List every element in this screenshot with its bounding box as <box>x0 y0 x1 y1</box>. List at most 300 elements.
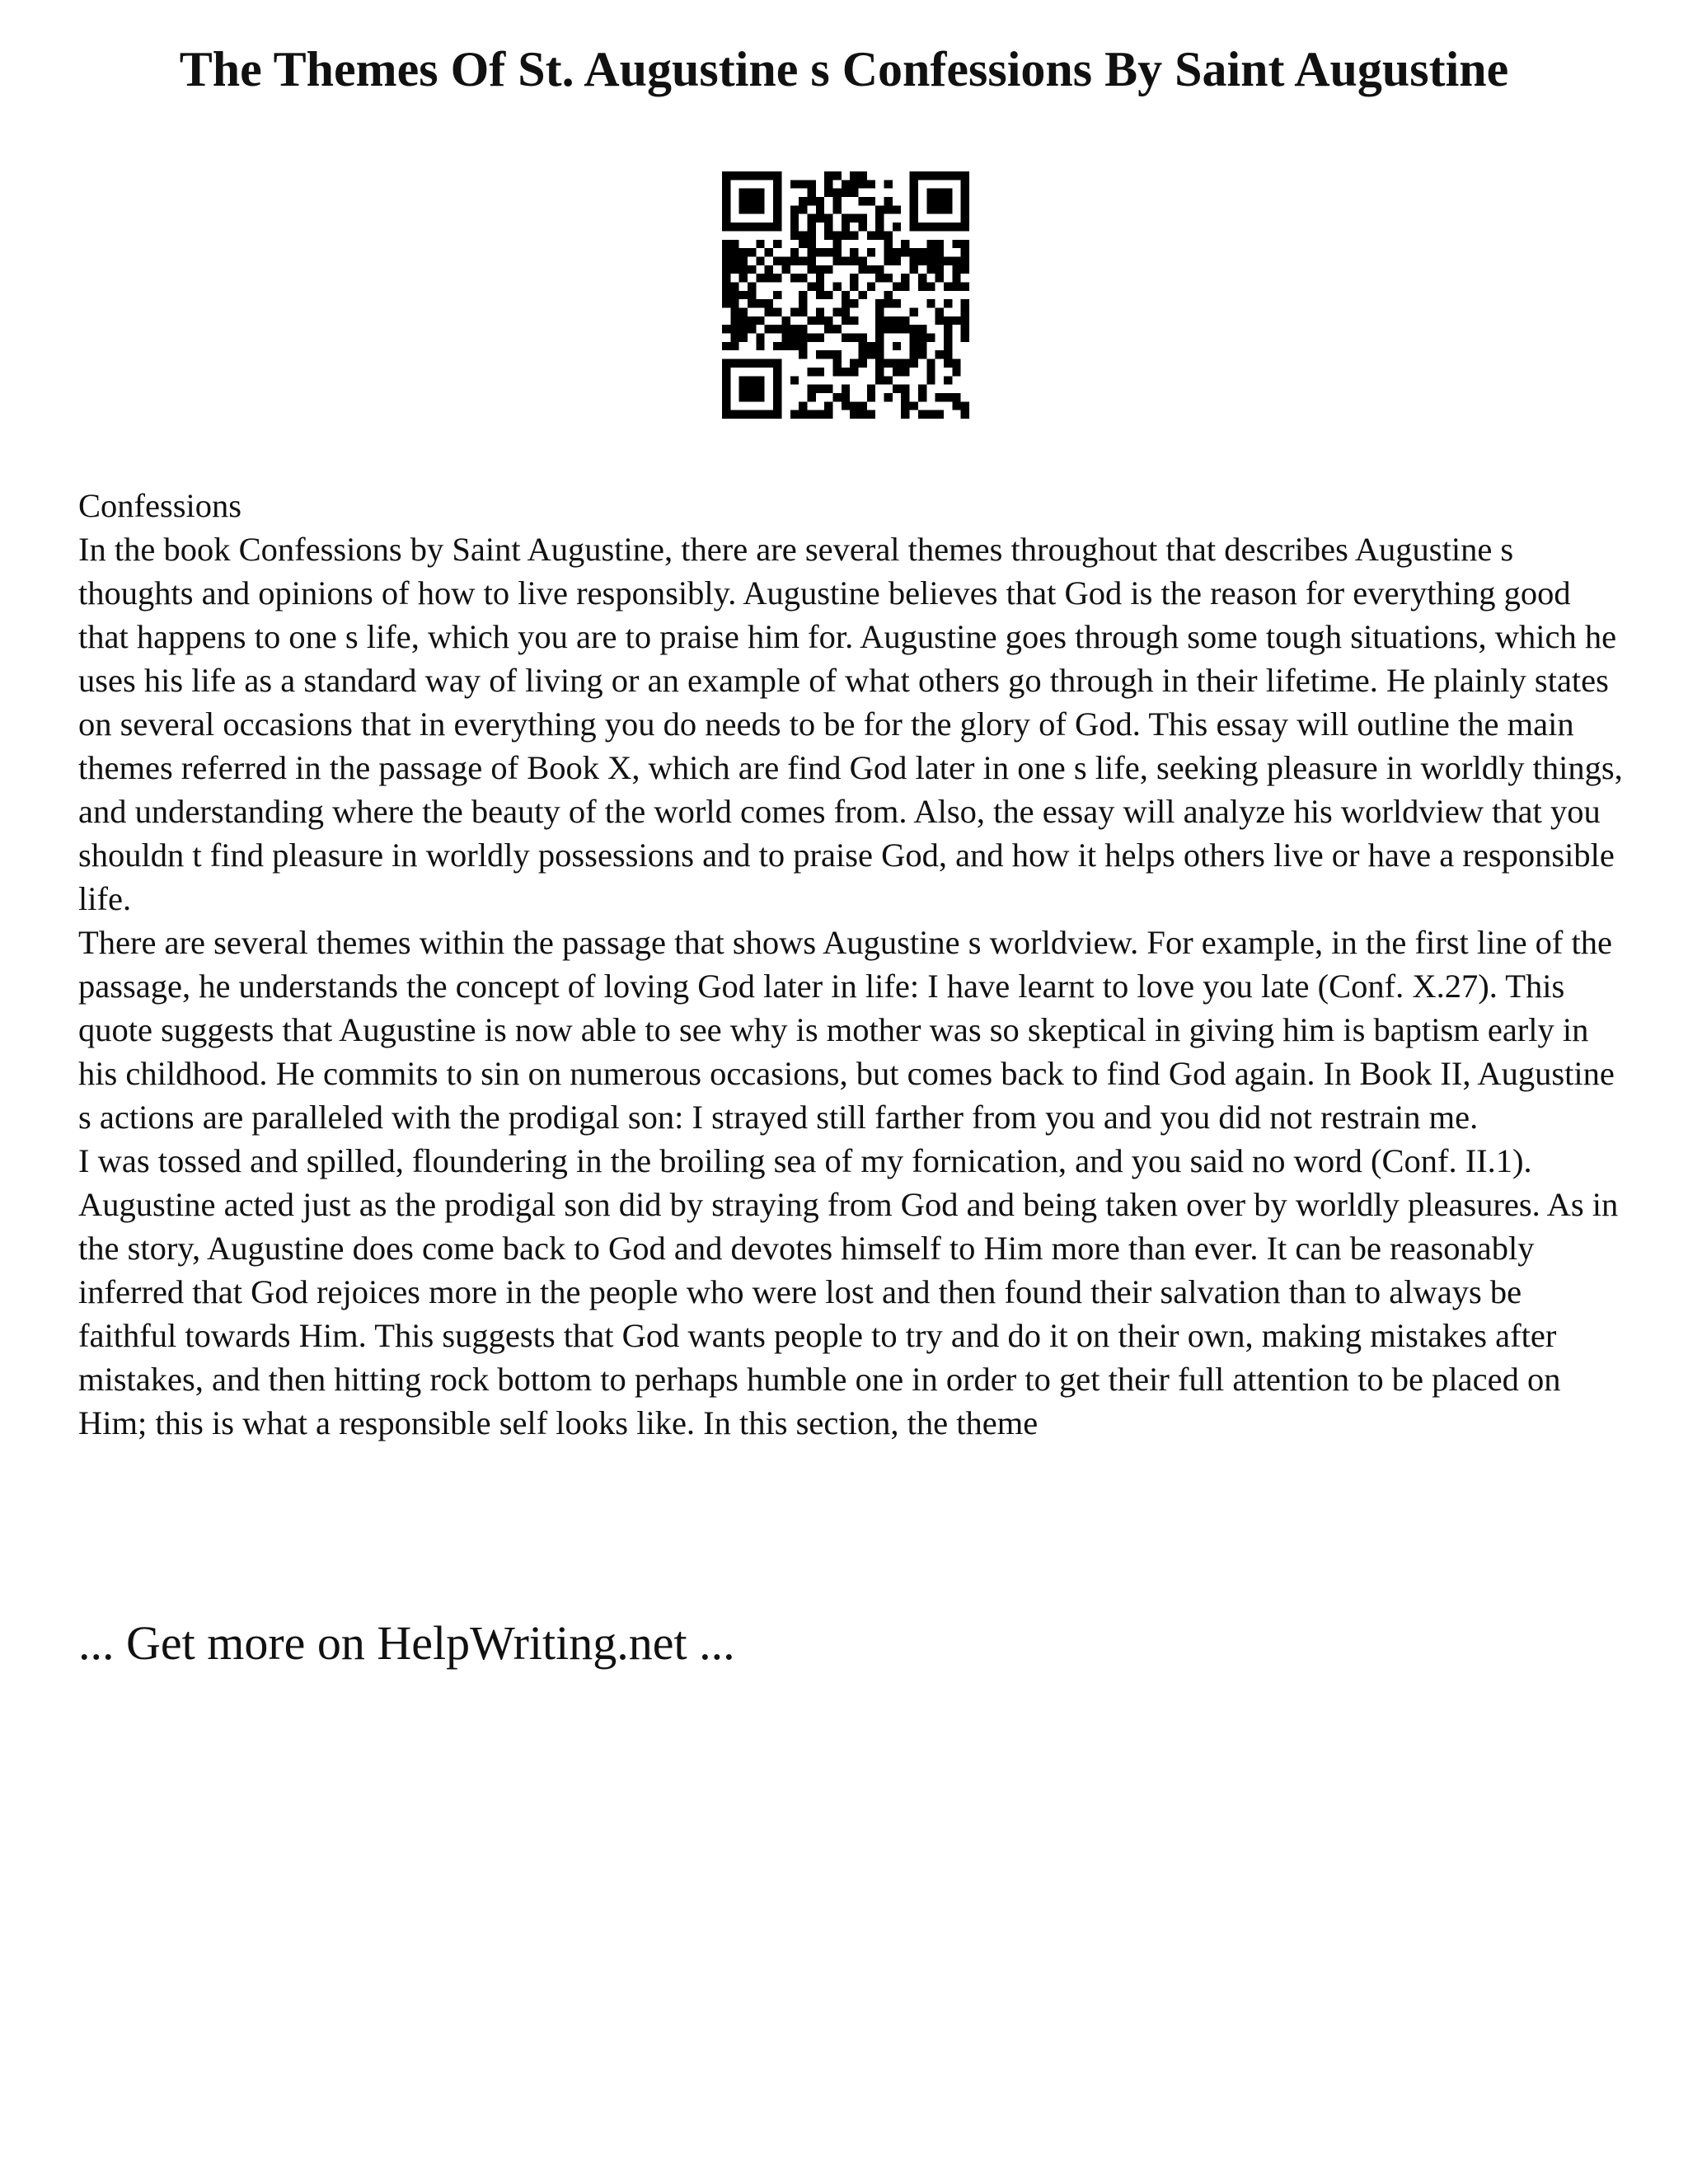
qr-module <box>730 265 738 274</box>
qr-module <box>926 359 935 368</box>
qr-module <box>756 342 764 350</box>
qr-module <box>944 342 952 350</box>
qr-module <box>722 299 730 307</box>
qr-module <box>944 316 952 325</box>
qr-module <box>859 171 867 180</box>
qr-module <box>739 205 748 213</box>
qr-module <box>842 231 850 239</box>
qr-module <box>875 350 884 359</box>
qr-module <box>790 334 799 342</box>
qr-module <box>961 316 969 325</box>
qr-module <box>730 282 738 290</box>
qr-module <box>918 410 926 419</box>
qr-module <box>739 334 748 342</box>
qr-module <box>910 180 918 188</box>
qr-module <box>765 359 773 368</box>
qr-module <box>816 291 824 299</box>
qr-module <box>842 334 850 342</box>
qr-module <box>773 171 781 180</box>
qr-module <box>807 180 815 188</box>
qr-module <box>910 401 918 410</box>
qr-module <box>748 376 756 384</box>
qr-module <box>918 325 926 333</box>
qr-module <box>807 231 815 239</box>
qr-module <box>944 334 952 342</box>
qr-module <box>867 248 875 256</box>
qr-module <box>799 299 807 307</box>
qr-module <box>859 334 867 342</box>
qr-module <box>850 316 858 325</box>
section-heading: Confessions <box>78 487 242 524</box>
qr-module <box>935 256 944 265</box>
get-more-link[interactable]: ... Get more on HelpWriting.net ... <box>78 1616 735 1670</box>
qr-module <box>935 410 944 419</box>
qr-module <box>773 410 781 419</box>
qr-module <box>748 359 756 368</box>
qr-module <box>859 401 867 410</box>
qr-module <box>884 231 893 239</box>
qr-module <box>918 171 926 180</box>
qr-module <box>739 197 748 205</box>
qr-module <box>884 325 893 333</box>
qr-module <box>722 282 730 290</box>
qr-module <box>926 256 935 265</box>
qr-module <box>748 282 756 290</box>
qr-module <box>859 342 867 350</box>
qr-module <box>884 299 893 307</box>
qr-module <box>961 205 969 213</box>
paragraph-3: I was tossed and spilled, floundering in the broiling sea of my fornication, and you said no word (Conf. II.1). Augustine acted just as the prodigal son did by straying from God and being taken over by worldly pleasures. As in the story, Augustine does come back to God and devotes himself to Him more than ever. It can be reasonably inferred that God rejoices more in the people who were lost and then found their salvation than to always be faithful towards Him. This suggests that God wants people to try and do it on their own, making mistakes after mistakes, and then hitting rock bottom to perhaps humble one in order to get their full attention to be placed on Him; this is what a responsible self looks like. In this section, the theme <box>78 1142 1619 1441</box>
qr-module <box>816 350 824 359</box>
qr-module <box>790 274 799 282</box>
qr-module <box>850 274 858 282</box>
qr-module <box>756 189 764 197</box>
qr-module <box>722 368 730 376</box>
qr-module <box>910 214 918 223</box>
qr-module <box>739 410 748 419</box>
qr-module <box>824 385 832 393</box>
qr-module <box>773 256 781 265</box>
qr-module <box>773 189 781 197</box>
qr-module <box>842 401 850 410</box>
qr-module <box>910 342 918 350</box>
qr-module <box>773 180 781 188</box>
qr-module <box>952 393 960 401</box>
qr-module <box>832 171 841 180</box>
qr-module <box>816 410 824 419</box>
qr-module <box>935 205 944 213</box>
qr-module <box>944 197 952 205</box>
qr-module <box>901 401 909 410</box>
qr-module <box>816 248 824 256</box>
qr-module <box>935 308 944 316</box>
qr-module <box>893 342 901 350</box>
qr-module <box>799 205 807 213</box>
qr-module <box>867 180 875 188</box>
qr-module <box>850 282 858 290</box>
qr-module <box>816 368 824 376</box>
qr-module <box>739 325 748 333</box>
qr-module <box>918 256 926 265</box>
qr-module <box>781 265 790 274</box>
qr-module <box>824 265 832 274</box>
qr-module <box>824 214 832 223</box>
qr-module <box>850 410 858 419</box>
qr-module <box>748 385 756 393</box>
qr-module <box>901 410 909 419</box>
qr-module <box>781 316 790 325</box>
qr-module <box>799 256 807 265</box>
qr-module <box>842 299 850 307</box>
qr-module <box>773 205 781 213</box>
qr-module <box>893 256 901 265</box>
qr-module <box>842 393 850 401</box>
qr-module <box>859 350 867 359</box>
qr-module <box>832 240 841 248</box>
qr-module <box>884 359 893 368</box>
qr-module <box>918 274 926 282</box>
qr-module <box>739 274 748 282</box>
qr-module <box>944 376 952 384</box>
qr-module <box>773 291 781 299</box>
qr-module <box>799 350 807 359</box>
qr-module <box>807 334 815 342</box>
qr-module <box>961 401 969 410</box>
qr-module <box>926 368 935 376</box>
qr-module <box>807 248 815 256</box>
qr-module <box>935 350 944 359</box>
qr-module <box>935 248 944 256</box>
qr-module <box>884 240 893 248</box>
qr-module <box>859 214 867 223</box>
qr-module <box>952 316 960 325</box>
qr-module <box>859 265 867 274</box>
qr-module <box>773 385 781 393</box>
qr-module <box>961 256 969 265</box>
qr-module <box>952 223 960 231</box>
qr-module <box>867 393 875 401</box>
qr-module <box>842 223 850 231</box>
qr-module <box>893 223 901 231</box>
qr-module <box>952 171 960 180</box>
qr-module <box>807 410 815 419</box>
qr-module <box>884 291 893 299</box>
qr-module <box>781 256 790 265</box>
qr-module <box>790 325 799 333</box>
qr-module <box>910 256 918 265</box>
qr-module <box>935 223 944 231</box>
qr-module <box>884 180 893 188</box>
qr-module <box>730 171 738 180</box>
qr-module <box>926 248 935 256</box>
qr-module <box>816 282 824 290</box>
qr-module <box>722 240 730 248</box>
qr-module <box>824 291 832 299</box>
qr-module <box>832 205 841 213</box>
qr-module <box>799 342 807 350</box>
qr-module <box>773 274 781 282</box>
qr-module <box>739 316 748 325</box>
qr-module <box>952 368 960 376</box>
qr-module <box>850 189 858 197</box>
qr-module <box>884 205 893 213</box>
qr-module <box>773 308 781 316</box>
qr-module <box>799 401 807 410</box>
qr-module <box>748 410 756 419</box>
qr-module <box>739 376 748 384</box>
qr-module <box>850 248 858 256</box>
qr-module <box>765 274 773 282</box>
qr-module <box>807 223 815 231</box>
qr-module <box>910 308 918 316</box>
qr-module <box>926 334 935 342</box>
qr-module <box>799 240 807 248</box>
qr-module <box>910 223 918 231</box>
qr-module <box>842 214 850 223</box>
qr-module <box>790 223 799 231</box>
qr-module <box>773 368 781 376</box>
qr-module <box>952 274 960 282</box>
qr-module <box>884 316 893 325</box>
qr-module <box>756 385 764 393</box>
qr-module <box>722 325 730 333</box>
qr-module <box>926 282 935 290</box>
qr-module <box>884 274 893 282</box>
qr-module <box>918 223 926 231</box>
qr-module <box>859 180 867 188</box>
qr-module <box>893 325 901 333</box>
qr-module <box>773 393 781 401</box>
qr-module <box>816 265 824 274</box>
qr-module <box>730 240 738 248</box>
qr-module <box>722 197 730 205</box>
qr-module <box>748 325 756 333</box>
qr-module <box>790 248 799 256</box>
qr-module <box>935 189 944 197</box>
qr-module <box>918 393 926 401</box>
qr-module <box>875 368 884 376</box>
qr-module <box>824 180 832 188</box>
qr-module <box>901 359 909 368</box>
qr-module <box>790 214 799 223</box>
qr-module <box>918 334 926 342</box>
qr-module <box>790 376 799 384</box>
qr-module <box>765 171 773 180</box>
qr-module <box>842 368 850 376</box>
qr-module <box>893 282 901 290</box>
qr-module <box>816 197 824 205</box>
qr-module <box>918 248 926 256</box>
qr-module <box>739 248 748 256</box>
qr-module <box>832 308 841 316</box>
qr-module <box>926 410 935 419</box>
qr-module <box>867 350 875 359</box>
qr-module <box>832 189 841 197</box>
qr-module <box>748 171 756 180</box>
qr-module <box>926 205 935 213</box>
qr-module <box>850 299 858 307</box>
qr-module <box>799 231 807 239</box>
qr-module <box>739 171 748 180</box>
qr-module <box>832 393 841 401</box>
qr-module <box>722 274 730 282</box>
qr-module <box>875 325 884 333</box>
qr-module <box>832 350 841 359</box>
qr-module <box>961 197 969 205</box>
paragraph-2: There are several themes within the passage that shows Augustine s worldview. For example, in the first line of the passage, he understands the concept of loving God later in life: I have learnt to love you late (Conf. X.27). This quote suggests that Augustine is now able to see why is mother was so skeptical in giving him is baptism early in his childhood. He commits to sin on numerous occasions, but comes back to find God again. In Book II, Augustine s actions are paralleled with the prodigal son: I strayed still farther from you and you did not restrain me. <box>78 924 1615 1136</box>
qr-module <box>850 401 858 410</box>
qr-module <box>816 274 824 282</box>
qr-module <box>832 231 841 239</box>
qr-module <box>910 350 918 359</box>
qr-module <box>730 316 738 325</box>
qr-module <box>748 248 756 256</box>
qr-module <box>722 189 730 197</box>
qr-module <box>910 325 918 333</box>
qr-module <box>926 223 935 231</box>
qr-module <box>722 223 730 231</box>
qr-module <box>910 197 918 205</box>
qr-module <box>944 282 952 290</box>
qr-module <box>859 223 867 231</box>
qr-module <box>935 316 944 325</box>
qr-module <box>910 248 918 256</box>
qr-module <box>850 171 858 180</box>
qr-module <box>730 256 738 265</box>
qr-module <box>875 205 884 213</box>
qr-module <box>781 334 790 342</box>
qr-module <box>722 342 730 350</box>
qr-module <box>756 274 764 282</box>
qr-module <box>756 256 764 265</box>
qr-module <box>824 231 832 239</box>
qr-module <box>926 189 935 197</box>
paragraph-1: In the book Confessions by Saint Augustine, there are several themes throughout that describes Augustine s thoughts and opinions of how to live responsibly. Augustine believes that God is the reason for everything good that happens to one s life, which you are to praise him for. Augustine goes through some tough situations, which he uses his life as a standard way of living or an example of what others go through in their lifetime. He plainly states on several occasions that in everything you do needs to be for the glory of God. This essay will outline the main themes referred in the passage of Book X, which are find God later in one s life, seeking pleasure in worldly things, and understanding where the beauty of the world comes from. Also, the essay will analyze his worldview that you shouldn t find pleasure in worldly possessions and to praise God, and how it helps others live or have a responsible life. <box>78 531 1623 917</box>
qr-module <box>935 197 944 205</box>
qr-module <box>867 385 875 393</box>
qr-module <box>901 385 909 393</box>
qr-module <box>918 385 926 393</box>
essay-body <box>78 484 1628 1445</box>
qr-module <box>893 205 901 213</box>
qr-module <box>739 393 748 401</box>
qr-module <box>944 325 952 333</box>
qr-module <box>961 180 969 188</box>
qr-module <box>748 223 756 231</box>
qr-module <box>730 410 738 419</box>
qr-module <box>807 385 815 393</box>
qr-module <box>730 223 738 231</box>
qr-module <box>961 171 969 180</box>
qr-module <box>790 256 799 265</box>
qr-module <box>824 171 832 180</box>
qr-module <box>850 256 858 265</box>
qr-module <box>952 359 960 368</box>
qr-module <box>816 214 824 223</box>
qr-module <box>765 223 773 231</box>
qr-module <box>961 240 969 248</box>
qr-module <box>850 231 858 239</box>
qr-module <box>944 299 952 307</box>
qr-module <box>722 214 730 223</box>
qr-module <box>961 282 969 290</box>
qr-module <box>875 274 884 282</box>
qr-module <box>722 410 730 419</box>
qr-module <box>824 223 832 231</box>
qr-module <box>867 231 875 239</box>
qr-module <box>739 265 748 274</box>
qr-module <box>832 368 841 376</box>
qr-module <box>850 368 858 376</box>
qr-module <box>739 189 748 197</box>
qr-module <box>807 240 815 248</box>
qr-module <box>893 248 901 256</box>
qr-module <box>730 299 738 307</box>
qr-module <box>832 248 841 256</box>
qr-module <box>799 410 807 419</box>
qr-module <box>842 291 850 299</box>
qr-module <box>832 256 841 265</box>
qr-module <box>884 197 893 205</box>
qr-module <box>773 197 781 205</box>
qr-module <box>842 385 850 393</box>
qr-module <box>961 308 969 316</box>
qr-module <box>901 240 909 248</box>
qr-module <box>739 256 748 265</box>
qr-module <box>935 393 944 401</box>
qr-module <box>893 299 901 307</box>
qr-module <box>832 282 841 290</box>
qr-module <box>944 256 952 265</box>
qr-module <box>739 359 748 368</box>
qr-module <box>773 325 781 333</box>
qr-module <box>867 282 875 290</box>
qr-module <box>884 256 893 265</box>
qr-module <box>884 248 893 256</box>
qr-module <box>859 359 867 368</box>
qr-module <box>926 171 935 180</box>
qr-module <box>859 291 867 299</box>
qr-module <box>730 308 738 316</box>
qr-module <box>859 410 867 419</box>
qr-module <box>722 205 730 213</box>
qr-module <box>790 342 799 350</box>
qr-module <box>893 359 901 368</box>
qr-module <box>807 368 815 376</box>
qr-module <box>952 240 960 248</box>
qr-module <box>935 265 944 274</box>
qr-module <box>722 180 730 188</box>
qr-module <box>935 274 944 282</box>
qr-module <box>832 359 841 368</box>
qr-module <box>756 316 764 325</box>
qr-module <box>722 171 730 180</box>
qr-module <box>901 274 909 282</box>
qr-module <box>790 180 799 188</box>
qr-module <box>961 265 969 274</box>
qr-module <box>756 299 764 307</box>
qr-module <box>944 359 952 368</box>
qr-module <box>799 308 807 316</box>
qr-module <box>739 223 748 231</box>
qr-module <box>799 180 807 188</box>
qr-module <box>730 342 738 350</box>
qr-module <box>961 299 969 307</box>
qr-module <box>807 265 815 274</box>
qr-module <box>824 410 832 419</box>
qr-module <box>918 342 926 350</box>
qr-module <box>910 189 918 197</box>
